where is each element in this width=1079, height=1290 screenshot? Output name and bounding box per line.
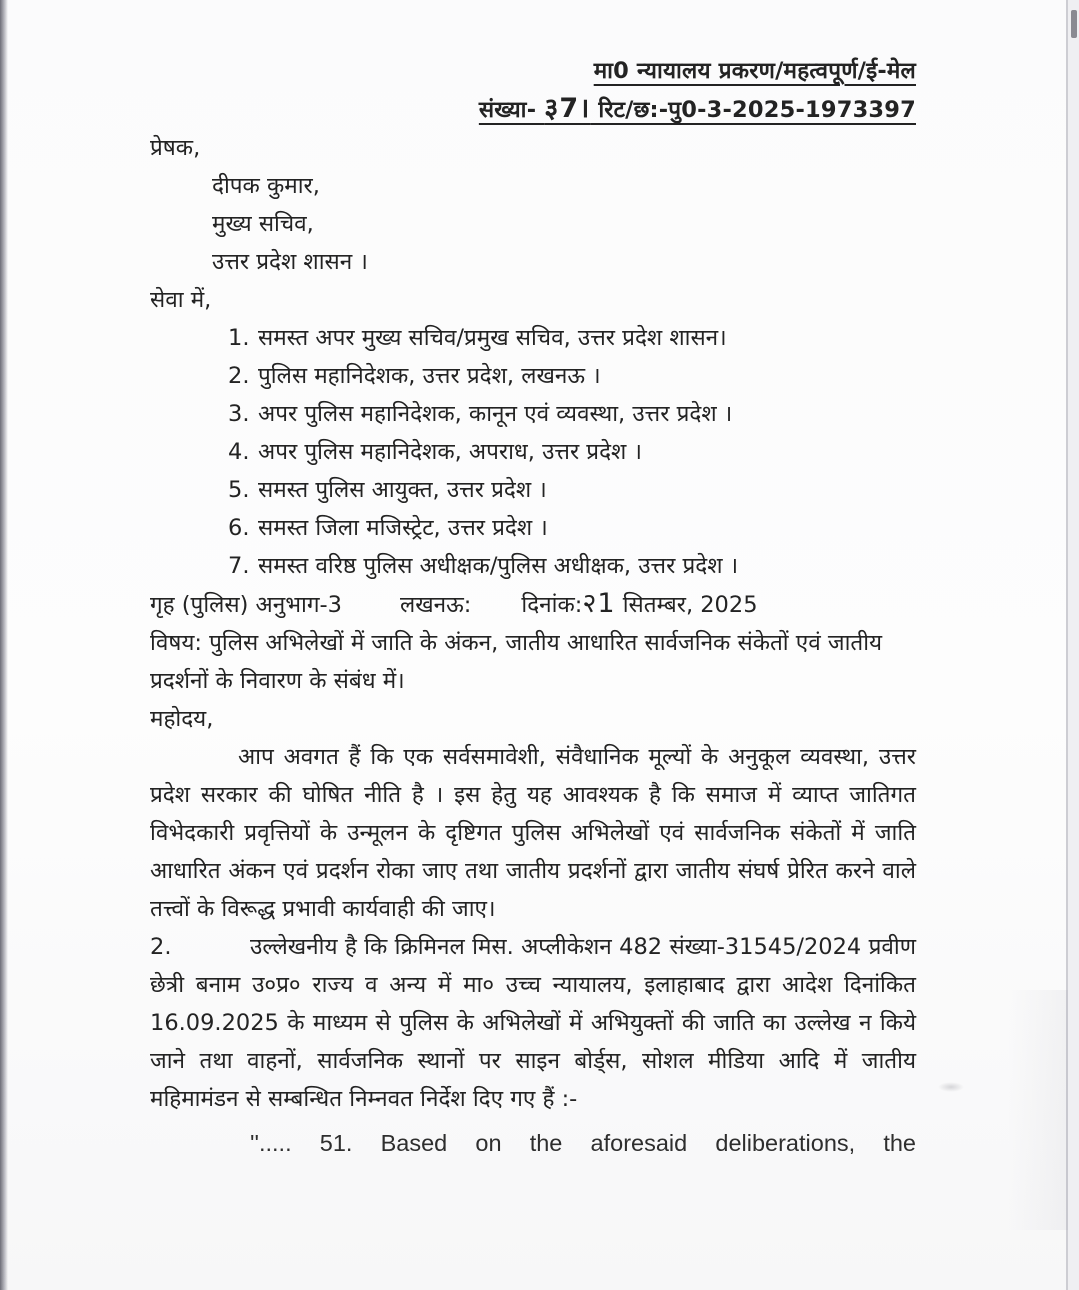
sender-organization: उत्तर प्रदेश शासन । — [212, 249, 368, 275]
recipient-item — [228, 395, 916, 433]
recipient-item — [228, 471, 916, 509]
reference-prefix: संख्या- — [478, 97, 545, 123]
recipient-text: समस्त वरिष्ठ पुलिस अधीक्षक/पुलिस अधीक्षक, उत्तर प्रदेश । — [258, 553, 739, 579]
header-reference-line — [150, 90, 916, 129]
paper-smudge — [938, 1082, 964, 1092]
recipient-text: समस्त जिला मजिस्ट्रेट, उत्तर प्रदेश । — [258, 515, 548, 541]
sender-label: प्रेषक, — [150, 135, 201, 161]
reference-handwritten-number: ३7। — [544, 93, 591, 124]
header-reference-text — [479, 90, 916, 129]
letter-content — [150, 0, 916, 1162]
header-classification-line — [150, 52, 916, 90]
body-paragraph-2-wrap — [150, 928, 916, 1118]
recipient-number: 5. — [228, 477, 250, 503]
reference-suffix: रिट/छ:-पु0-3-2025-1973397 — [590, 97, 916, 123]
recipient-number: 6. — [228, 515, 250, 541]
salutation: महोदय, — [150, 706, 214, 732]
recipient-text: समस्त पुलिस आयुक्त, उत्तर प्रदेश । — [258, 477, 547, 503]
date-handwritten-day: २1 — [582, 588, 616, 619]
recipient-number: 7. — [228, 553, 250, 579]
recipient-number: 3. — [228, 401, 250, 427]
recipient-number: 1. — [228, 325, 250, 351]
letter-header — [150, 52, 916, 129]
section-date-line — [150, 585, 916, 624]
recipient-item — [228, 319, 916, 357]
body-paragraph-1: आप अवगत हैं कि एक सर्वसमावेशी, संवैधानिक मूल्यों के अनुकूल व्यवस्था, उत्तर प्रदेश सरकार की घोषित नीति है । इस हेतु यह आवश्यक है कि समाज में व्याप्त जातिगत विभेदकारी प्रवृत्तियों के उन्मूलन के दृष्टिगत पुलिस अभिलेखों एवं सार्वजनिक संकेतों में जाति आधारित अंकन एवं प्रदर्शन रोका जाए तथा जातीय प्रदर्शनों द्वारा जातीय संघर्ष प्रेरित करने वाले तत्त्वों के विरूद्ध प्रभावी कार्यवाही की जाए। — [150, 744, 916, 922]
department-section: गृह (पुलिस) अनुभाग-3 — [150, 592, 342, 618]
recipient-item — [228, 547, 916, 585]
recipient-item — [228, 433, 916, 471]
subject-line: विषय: पुलिस अभिलेखों में जाति के अंकन, जातीय आधारित सार्वजनिक संकेतों एवं जातीय प्रदर्शनों के निवारण के संबंध में। — [150, 630, 883, 694]
recipients-label: सेवा में, — [150, 287, 212, 313]
photo-corner-mark — [1071, 10, 1077, 38]
recipient-text: पुलिस महानिदेशक, उत्तर प्रदेश, लखनऊ । — [258, 363, 601, 389]
body-paragraph-2: उल्लेखनीय है कि क्रिमिनल मिस. अप्लीकेशन 482 संख्या-31545/2024 प्रवीण छेत्री बनाम उ०प्र० राज्य व अन्य में मा० उच्च न्यायालय, इलाहाबाद द्वारा आदेश दिनांकित 16.09.2025 के माध्यम से पुलिस के अभिलेखों में अभियुक्तों की जाति का उल्लेख न किये जाने तथा वाहनों, सार्वजनिक स्थानों पर साइन बोर्ड्स, सोशल मीडिया आदि में जातीय महिमामंडन से सम्बन्धित निम्नवत निर्देश दिए गए हैं :- — [150, 934, 916, 1112]
english-quote-line: ''..... 51. Based on the aforesaid deliberations, the — [250, 1130, 916, 1156]
letter-date — [521, 585, 757, 624]
recipient-item — [228, 357, 916, 395]
photo-left-edge — [0, 0, 8, 1290]
sender-block — [150, 167, 916, 281]
date-month-year: सितम्बर, 2025 — [615, 592, 758, 618]
sender-designation: मुख्य सचिव, — [212, 211, 314, 237]
place-name: लखनऊ: — [399, 592, 472, 618]
recipient-number: 4. — [228, 439, 250, 465]
paragraph-2-number: 2. — [150, 934, 172, 960]
paper-fold-shadow — [1008, 990, 1068, 1230]
recipient-text: समस्त अपर मुख्य सचिव/प्रमुख सचिव, उत्तर प्रदेश शासन। — [258, 325, 727, 351]
header-classification-text: मा0 न्यायालय प्रकरण/महत्वपूर्ण/ई-मेल — [593, 58, 916, 84]
recipient-text: अपर पुलिस महानिदेशक, कानून एवं व्यवस्था, उत्तर प्रदेश । — [258, 401, 733, 427]
date-label: दिनांक: — [521, 592, 583, 618]
recipient-text: अपर पुलिस महानिदेशक, अपराध, उत्तर प्रदेश । — [258, 439, 643, 465]
recipient-item — [228, 509, 916, 547]
sender-name: दीपक कुमार, — [212, 173, 320, 199]
recipient-number: 2. — [228, 363, 250, 389]
recipients-list — [150, 319, 916, 585]
photo-right-band — [1068, 0, 1079, 1290]
